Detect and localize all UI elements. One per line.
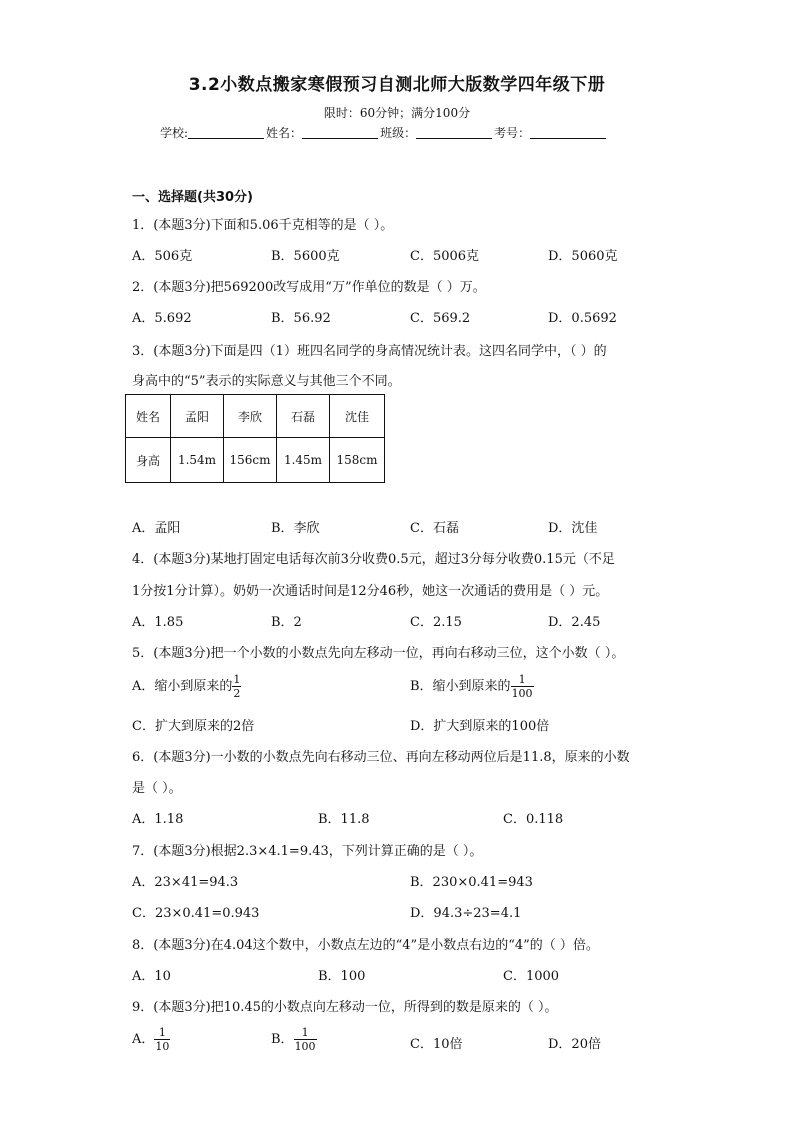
q9-option-b-label: B．	[271, 1032, 294, 1047]
question-1: 1．(本题3分)下面和5.06千克相等的是（ ）。	[132, 218, 394, 233]
number-blank[interactable]	[530, 126, 606, 139]
q5-option-a-label: A．缩小到原来的	[132, 679, 233, 694]
question-8: 8．(本题3分)在4.04这个数中，小数点左边的“4”是小数点右边的“4”的（ ）倍。	[132, 938, 599, 953]
q5-option-b[interactable]	[410, 673, 534, 700]
question-6: 6．(本题3分)一小数的小数点先向右移动三位、再向左移动两位后是11.8，原来的小数	[132, 750, 630, 765]
q1-option-c[interactable]: C．5006克	[410, 249, 480, 264]
table-header: 石磊	[277, 395, 330, 438]
q2-option-a[interactable]: A．5.692	[132, 311, 192, 326]
q3-option-a[interactable]: A．孟阳	[132, 521, 181, 536]
q3-option-b[interactable]: B．李欣	[271, 521, 320, 536]
fraction-one-tenth: $\frac{1}{10}$	[155, 1026, 170, 1053]
table-cell: 1.54m	[171, 438, 224, 483]
table-header: 孟阳	[171, 395, 224, 438]
q1-option-d[interactable]: D．5060克	[548, 249, 618, 264]
q6-option-b[interactable]: B．11.8	[318, 812, 370, 827]
q8-option-b[interactable]: B．100	[318, 969, 366, 984]
q4-option-d[interactable]: D．2.45	[548, 615, 601, 630]
name-label: 姓名：	[266, 126, 303, 140]
table-header: 姓名	[126, 395, 171, 438]
q7-option-d[interactable]: D．94.3÷23=4.1	[410, 906, 522, 921]
question-4-cont: 1分按1分计算）。奶奶一次通话时间是12分46秒，她这一次通话的费用是（ ）元。	[132, 584, 609, 599]
table-cell: 1.45m	[277, 438, 330, 483]
q1-option-b[interactable]: B．5600克	[271, 249, 340, 264]
question-6-cont: 是（ ）。	[132, 781, 182, 796]
q7-option-b[interactable]: B．230×0.41=943	[410, 875, 533, 890]
question-4: 4．(本题3分)某地打固定电话每次前3分收费0.5元，超过3分每分收费0.15元（不足	[132, 552, 615, 567]
section-heading: 一、选择题(共30分)	[132, 190, 253, 205]
school-blank[interactable]	[188, 126, 264, 139]
q5-option-a[interactable]	[132, 673, 241, 700]
q4-option-a[interactable]: A．1.85	[132, 615, 184, 630]
q5-option-c[interactable]: C．扩大到原来的2倍	[132, 719, 255, 734]
q9-option-a[interactable]	[132, 1026, 170, 1053]
class-blank[interactable]	[416, 126, 492, 139]
question-3: 3．(本题3分)下面是四（1）班四名同学的身高情况统计表。这四名同学中，（ ）的	[132, 344, 607, 359]
table-cell: 身高	[126, 438, 171, 483]
table-header: 沈佳	[330, 395, 385, 438]
q6-option-a[interactable]: A．1.18	[132, 812, 184, 827]
q4-option-c[interactable]: C．2.15	[410, 615, 462, 630]
height-table	[125, 394, 385, 483]
table-cell: 156cm	[224, 438, 277, 483]
q9-option-d[interactable]: D．20倍	[548, 1037, 601, 1052]
q1-option-a[interactable]: A．506克	[132, 249, 193, 264]
school-label: 学校:	[160, 126, 189, 140]
q2-option-b[interactable]: B．56.92	[271, 311, 331, 326]
q2-option-d[interactable]: D．0.5692	[548, 311, 617, 326]
q2-option-c[interactable]: C．569.2	[410, 311, 471, 326]
q7-option-a[interactable]: A．23×41=94.3	[132, 875, 239, 890]
time-limit: 限时：60分钟；满分100分	[323, 106, 471, 120]
question-3-cont: 身高中的“5”表示的实际意义与其他三个不同。	[132, 374, 401, 389]
q9-option-c[interactable]: C．10倍	[410, 1037, 463, 1052]
q5-option-b-label: B．缩小到原来的	[410, 679, 511, 694]
fraction-one-hundredth: $\frac{1}{100}$	[511, 673, 533, 700]
name-blank[interactable]	[302, 126, 378, 139]
q8-option-a[interactable]: A．10	[132, 969, 171, 984]
q8-option-c[interactable]: C．1000	[503, 969, 560, 984]
q9-option-b[interactable]	[271, 1026, 317, 1053]
question-5: 5．(本题3分)把一个小数的小数点先向左移动一位，再向右移动三位，这个小数（ ）。	[132, 646, 625, 661]
q3-option-c[interactable]: C．石磊	[410, 521, 459, 536]
question-7: 7．(本题3分)根据2.3×4.1=9.43，下列计算正确的是（ ）。	[132, 844, 483, 859]
q9-option-a-label: A．	[132, 1032, 155, 1047]
question-2: 2．(本题3分)把569200改写成用“万”作单位的数是（ ）万。	[132, 280, 486, 295]
q6-option-c[interactable]: C．0.118	[503, 812, 564, 827]
question-9: 9．(本题3分)把10.45的小数点向左移动一位，所得到的数是原来的（ ）。	[132, 1000, 558, 1015]
q4-option-b[interactable]: B．2	[271, 615, 302, 630]
class-label: 班级：	[380, 126, 417, 140]
table-header: 李欣	[224, 395, 277, 438]
page-title: 3.2小数点搬家寒假预习自测北师大版数学四年级下册	[188, 75, 606, 95]
fraction-one-half: $\frac{1}{2}$	[233, 673, 241, 700]
q7-option-c[interactable]: C．23×0.41=0.943	[132, 906, 260, 921]
q5-option-d[interactable]: D．扩大到原来的100倍	[410, 719, 550, 734]
table-cell: 158cm	[330, 438, 385, 483]
number-label: 考号：	[494, 126, 531, 140]
q3-option-d[interactable]: D．沈佳	[548, 521, 598, 536]
fraction-one-hundredth: $\frac{1}{100}$	[294, 1026, 316, 1053]
student-info-line	[160, 124, 608, 141]
